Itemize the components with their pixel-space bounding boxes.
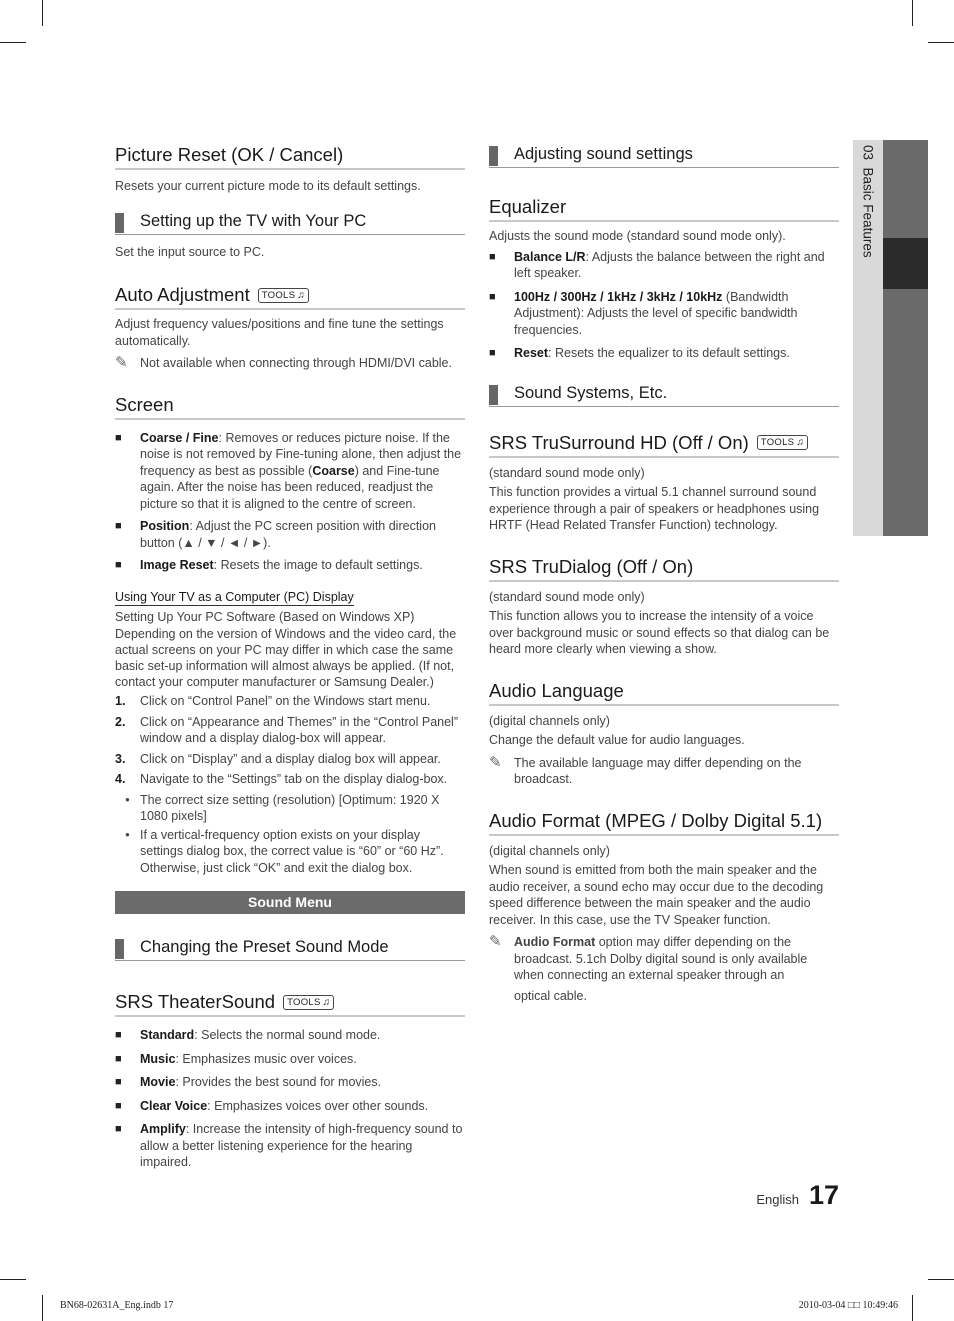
bullet-dot-icon: •	[125, 792, 130, 807]
setup-pc-desc: Set the input source to PC.	[115, 244, 265, 259]
adjusting-sound-heading: Adjusting sound settings	[489, 145, 839, 168]
srs-trusurround-heading: SRS TruSurround HD (Off / On) TOOLS ♫	[489, 432, 839, 458]
setup-pc-heading: Setting up the TV with Your PC	[115, 212, 465, 235]
bullet-square-icon: ■	[489, 250, 496, 263]
trusurround-sub: (standard sound mode only)	[489, 465, 645, 480]
audio-format-heading: Audio Format (MPEG / Dolby Digital 5.1)	[489, 810, 839, 836]
bullet-square-icon: ■	[115, 431, 122, 444]
auto-adjustment-heading: Auto Adjustment TOOLS ♫	[115, 284, 465, 310]
audio-format-desc: When sound is emitted from both the main speaker and the audio receiver, a sound echo may occur due to the decoding speed difference between the main speaker and the audio receiver. In this case, use the TV Speaker function.	[489, 863, 824, 927]
bullet-square-icon: ■	[115, 1123, 122, 1135]
left-column	[115, 140, 465, 1171]
tools-icon: ♫	[297, 289, 306, 301]
theatersound-item: ■ Amplify: Increase the intensity of high-frequency sound to allow a better listening experience for the hearing impaired.	[115, 1122, 463, 1169]
theatersound-item: ■ Music: Emphasizes music over voices.	[115, 1051, 357, 1066]
trudialog-desc: This function allows you to increase the intensity of a voice over background music or sound effects so that dialog can be heard more clearly when viewing a show.	[489, 609, 830, 656]
screen-item-position: ■ Position: Adjust the PC screen position with direction button (▲ / ▼ / ◄ / ►).	[115, 519, 436, 550]
page-number: 17	[808, 1180, 839, 1210]
screen-item-coarse-fine: ■ Coarse / Fine: Removes or reduces picture noise. If the noise is not removed by Fine-tuning alone, then adjust the frequency as best as possible (Coarse) and Fine-tune again. After the noise has been reduced, readjust the picture so that it is aligned to the centre of screen.	[115, 430, 462, 511]
preset-sound-heading: Changing the Preset Sound Mode	[115, 938, 465, 961]
picture-reset-heading: Picture Reset (OK / Cancel)	[115, 144, 465, 170]
side-tab-strip	[883, 140, 928, 536]
bullet-square-icon: ■	[115, 1029, 122, 1041]
sound-menu-banner: Sound Menu	[115, 891, 465, 914]
bullet-square-icon: ■	[115, 1099, 122, 1112]
picture-reset-desc: Resets your current picture mode to its default settings.	[115, 179, 421, 193]
tools-badge: TOOLS ♫	[283, 995, 334, 1010]
bullet-square-icon: ■	[489, 290, 496, 303]
pc-step: 2. Click on “Appearance and Themes” in the “Control Panel” window and a display dialog-box will appear.	[115, 714, 458, 745]
crop-mark	[0, 42, 26, 43]
audio-format-note: ✎ Audio Format option may differ depending on the broadcast. 5.1ch Dolby digital sound is only available when connecting an external speaker through an optical cable.	[489, 933, 808, 1003]
bullet-square-icon: ■	[115, 559, 122, 571]
tools-icon: ♫	[322, 996, 331, 1008]
side-tab-marker	[883, 238, 928, 289]
note-pencil-icon: ✎	[489, 753, 502, 771]
audio-language-sub: (digital channels only)	[489, 713, 610, 728]
audio-language-note: ✎ The available language may differ depending on the broadcast.	[489, 753, 802, 786]
pc-bullet: • If a vertical-frequency option exists on your display settings dialog box, the correct value is “60” or “60 Hz”. Otherwise, just click “OK” and exit the dialog box.	[115, 827, 465, 877]
theatersound-item: ■ Clear Voice: Emphasizes voices over other sounds.	[115, 1098, 429, 1113]
print-slug-date: 2010-03-04 □□ 10:49:46	[798, 1300, 898, 1311]
footer-language: English	[756, 1192, 799, 1207]
audio-language-desc: Change the default value for audio languages.	[489, 733, 745, 747]
bullet-dot-icon: •	[125, 827, 130, 842]
side-tab-label	[861, 145, 876, 258]
pc-bullet: • The correct size setting (resolution) [Optimum: 1920 X 1080 pixels]	[115, 792, 465, 825]
bullet-square-icon: ■	[115, 1052, 122, 1065]
bullet-square-icon: ■	[115, 520, 122, 532]
auto-adjustment-note: ✎ Not available when connecting through HDMI/DVI cable.	[115, 354, 452, 371]
page-footer	[756, 1180, 839, 1211]
print-slug-file: BN68-02631A_Eng.indb 17	[60, 1300, 174, 1311]
tools-icon: ♫	[796, 437, 805, 448]
chapter-title: Basic Features	[860, 167, 876, 258]
crop-mark	[928, 1279, 954, 1280]
crop-mark	[912, 1295, 913, 1321]
crop-mark	[928, 42, 954, 43]
screen-item-image-reset: ■ Image Reset: Resets the image to default settings.	[115, 558, 423, 572]
crop-mark	[912, 0, 913, 26]
note-pencil-icon: ✎	[115, 354, 128, 371]
theatersound-item: ■ Standard: Selects the normal sound mode.	[115, 1028, 381, 1042]
crop-mark	[42, 1295, 43, 1321]
trusurround-desc: This function provides a virtual 5.1 channel surround sound experience through a pair of speakers or headphones using HRTF (Head Related Transfer Function) technology.	[489, 485, 820, 532]
pc-display-heading: Using Your TV as a Computer (PC) Display	[115, 589, 354, 604]
crop-mark	[42, 0, 43, 26]
pc-display-desc: Depending on the version of Windows and the video card, the actual screens on your PC may differ in which case the same basic set-up information will almost always be applied. (If not, contact your computer manufacturer or Samsung Dealer.)	[115, 627, 457, 689]
bullet-square-icon: ■	[489, 347, 496, 359]
right-column	[489, 140, 839, 1004]
auto-adjustment-desc: Adjust frequency values/positions and fine tune the settings automatically.	[115, 317, 444, 348]
note-pencil-icon: ✎	[489, 933, 502, 950]
audio-format-sub: (digital channels only)	[489, 843, 610, 858]
equalizer-item: ■ 100Hz / 300Hz / 1kHz / 3kHz / 10kHz (Bandwidth Adjustment): Adjusts the level of specific bandwidth frequencies.	[489, 289, 798, 337]
pc-display-sub: Setting Up Your PC Software (Based on Windows XP)	[115, 609, 415, 624]
screen-heading: Screen	[115, 394, 465, 420]
theatersound-item: ■ Movie: Provides the best sound for movies.	[115, 1075, 382, 1089]
pc-step: 4. Navigate to the “Settings” tab on the display dialog-box.	[115, 772, 448, 786]
tools-badge: TOOLS ♫	[258, 288, 309, 303]
sound-systems-heading: Sound Systems, Etc.	[489, 384, 839, 407]
srs-theatersound-heading: SRS TheaterSound TOOLS ♫	[115, 991, 465, 1017]
tools-badge: TOOLS ♫	[757, 435, 808, 450]
trudialog-sub: (standard sound mode only)	[489, 589, 645, 604]
bullet-square-icon: ■	[115, 1076, 122, 1088]
equalizer-item: ■ Reset: Resets the equalizer to its default settings.	[489, 346, 790, 360]
srs-trudialog-heading: SRS TruDialog (Off / On)	[489, 556, 839, 582]
pc-step: 3. Click on “Display” and a display dialog box will appear.	[115, 751, 441, 766]
equalizer-item: ■ Balance L/R: Adjusts the balance between the right and left speaker.	[489, 249, 825, 280]
equalizer-heading: Equalizer	[489, 196, 839, 222]
crop-mark	[0, 1279, 26, 1280]
chapter-number: 03	[860, 145, 876, 161]
audio-language-heading: Audio Language	[489, 680, 839, 706]
equalizer-desc: Adjusts the sound mode (standard sound mode only).	[489, 229, 786, 243]
pc-step: 1. Click on “Control Panel” on the Windows start menu.	[115, 694, 431, 708]
